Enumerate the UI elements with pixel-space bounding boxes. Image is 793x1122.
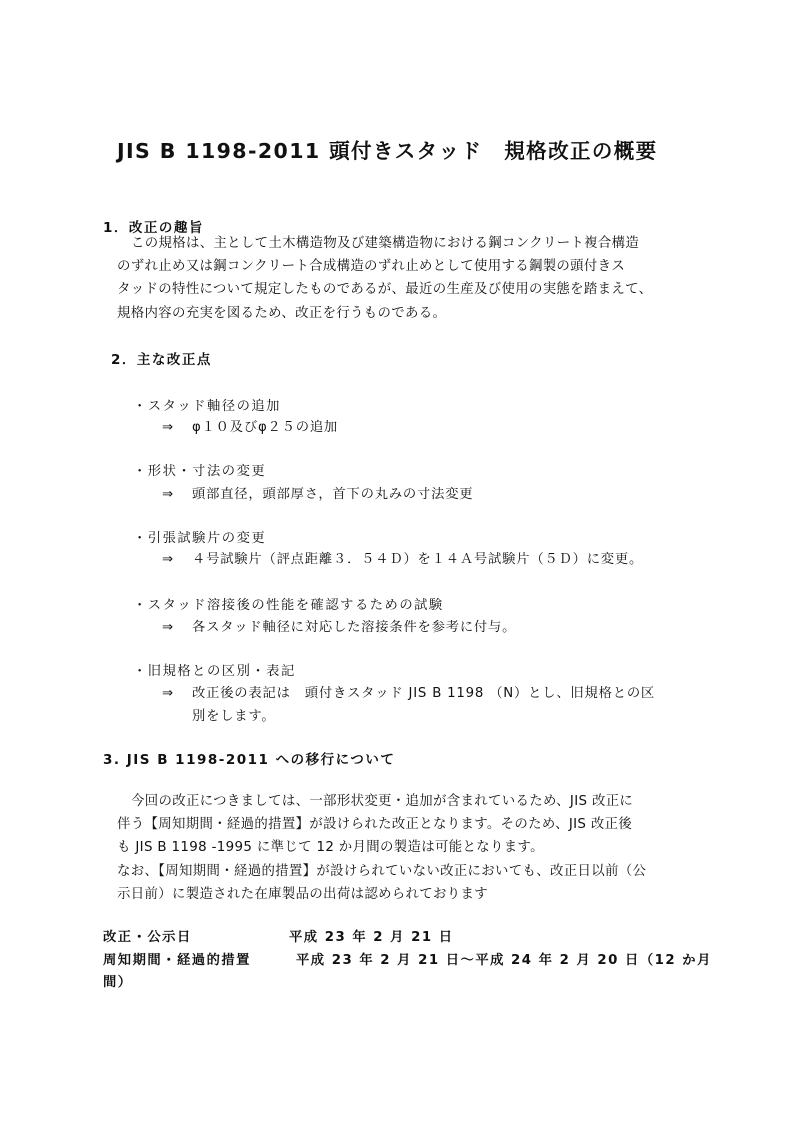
change-item-detail-cont: 別をします。 [192,709,276,724]
arrow-icon: ⇒ [162,420,174,435]
change-item-detail: ⇒ ４号試験片（評点距離３．５４Ｄ）を１４Ａ号試験片（５Ｄ）に変更。 [162,552,644,567]
transition-period-value: 平成 23 年 2 月 21 日～平成 24 年 2 月 20 日（12 か月 [296,953,712,968]
section3-line: 示日前）に製造された在庫製品の出荷は認められております [117,886,488,902]
transition-period-label: 周知期間・経過的措置 [103,953,251,968]
section2-heading: 2．主な改正点 [111,352,212,368]
section3-line: なお、【周知期間・経過的措置】が設けられていない改正においても、改正日以前（公 [117,863,647,879]
section1-line: この規格は、主として土木構造物及び建築構造物における鋼コンクリート複合構造 [131,236,640,251]
change-item-detail: ⇒ 各スタッド軸径に対応した溶接条件を参考に付与。 [162,620,517,635]
section1-line: タッドの特性について規定したものであるが、最近の生産及び使用の実態を踏まえて、 [117,282,653,298]
section1-line: 規格内容の充実を図るため、改正を行うものである。 [117,305,447,321]
section1-line: のずれ止め又は鋼コンクリート合成構造のずれ止めとして使用する鋼製の頭付きス [117,259,626,275]
arrow-icon: ⇒ [162,620,174,635]
transition-period-value-cont: 間） [103,975,133,990]
section3-body [117,790,646,906]
publication-date-value: 平成 23 年 2 月 21 日 [289,930,454,945]
section3-line: 伴う【周知期間・経過的措置】が設けられた改正となります。そのため、JIS 改正後 [117,817,633,833]
arrow-icon: ⇒ [162,686,174,701]
document-title: JIS B 1198-2011 頭付きスタッド 規格改正の概要 [117,139,658,163]
section3-line: も JIS B 1198 -1995 に準じて 12 か月間の製造は可能となります。 [117,840,544,856]
change-item-bullet: ・スタッド溶接後の性能を確認するための試験 [133,598,444,613]
change-item-detail: ⇒ 頭部直径，頭部厚さ，首下の丸みの寸法変更 [162,487,474,502]
change-item-detail: ⇒ φ１０及びφ２５の追加 [162,420,339,435]
change-item-bullet: ・形状・寸法の変更 [133,464,267,479]
section3-line: 今回の改正につきましては、一部形状変更・追加が含まれているため、JIS 改正に [131,794,634,809]
publication-date-label: 改正・公示日 [103,930,192,945]
arrow-icon: ⇒ [162,552,174,567]
section3-heading: 3. JIS B 1198-2011 への移行について [103,752,396,768]
section1-body [117,232,652,325]
change-item-bullet: ・スタッド軸径の追加 [133,399,281,414]
change-item-bullet: ・旧規格との区別・表記 [133,664,296,679]
arrow-icon: ⇒ [162,487,174,502]
change-item-bullet: ・引張試験片の変更 [133,531,267,546]
change-item-detail: ⇒ 改正後の表記は 頭付きスタッド JIS B 1198 （N）とし、旧規格との区 [162,686,656,701]
section1-heading: 1．改正の趣旨 [103,220,204,236]
